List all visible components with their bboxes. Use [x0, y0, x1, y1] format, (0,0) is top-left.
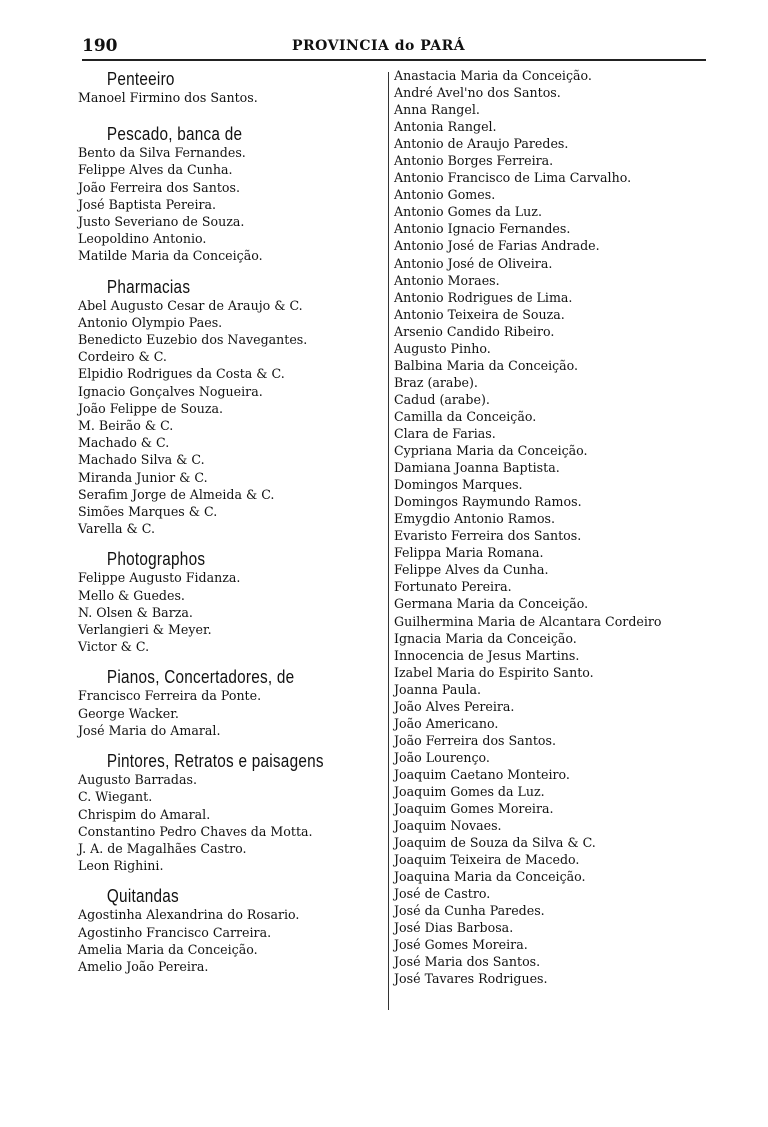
list-item: Abel Augusto Cesar de Araujo & C. [78, 298, 303, 314]
list-item: Chrispim do Amaral. [78, 807, 211, 823]
list-item: Augusto Barradas. [78, 773, 197, 789]
list-item: Joaquim Gomes Moreira. [394, 802, 554, 818]
list-item: João Americano. [394, 716, 499, 732]
list-item: Leopoldino Antonio. [78, 232, 207, 248]
list-item: Antonio Ignacio Fernandes. [394, 222, 571, 238]
list-item: C. Wiegant. [78, 790, 153, 806]
entry-list [78, 907, 384, 976]
list-item: Amelio João Pereira. [78, 959, 209, 975]
entry-list [78, 90, 384, 107]
list-item: Cadud (arabe). [394, 392, 490, 408]
list-item: José da Cunha Paredes. [394, 904, 545, 920]
list-item: José Maria do Amaral. [78, 723, 221, 739]
list-item: Agostinha Alexandrina do Rosario. [78, 908, 300, 924]
section-heading: Pharmacias [106, 276, 191, 297]
list-item: Antonia Rangel. [394, 120, 497, 136]
list-item: Joaquim Caetano Monteiro. [394, 767, 570, 783]
list-item: Augusto Pinho. [394, 341, 491, 357]
list-item: José Tavares Rodrigues. [394, 972, 548, 988]
list-item: Emygdio Antonio Ramos. [394, 512, 556, 528]
list-item: José Gomes Moreira. [394, 938, 528, 954]
list-item: Machado Silva & C. [78, 453, 205, 469]
column-divider [388, 72, 389, 1010]
entry-list [78, 298, 384, 539]
list-item: Simões Marques & C. [78, 505, 218, 521]
list-item: Clara de Farias. [394, 426, 496, 442]
list-item: Varella & C. [78, 522, 155, 538]
right-column [394, 68, 764, 989]
list-item: Agostinho Francisco Carreira. [78, 925, 272, 941]
list-item: Cypriana Maria da Conceição. [394, 444, 588, 460]
list-item: Domingos Marques. [394, 478, 523, 494]
list-item: Antonio José de Farias Andrade. [394, 239, 600, 255]
list-item: Braz (arabe). [394, 375, 478, 391]
list-item: José Maria dos Santos. [394, 955, 541, 971]
list-item: Antonio Olympio Paes. [78, 315, 223, 331]
list-item: Joaquina Maria da Conceição. [394, 870, 586, 886]
name-list [394, 68, 764, 989]
header-rule [82, 59, 706, 61]
list-item: Evaristo Ferreira dos Santos. [394, 529, 582, 545]
directory-section [78, 666, 384, 740]
list-item: Antonio Teixeira de Souza. [394, 307, 565, 323]
list-item: Fortunato Pereira. [394, 580, 512, 596]
list-item: Felippe Augusto Fidanza. [78, 571, 241, 587]
list-item: João Felippe de Souza. [78, 401, 224, 417]
directory-section [78, 548, 384, 656]
list-item: N. Olsen & Barza. [78, 605, 193, 621]
list-item: Amelia Maria da Conceição. [78, 942, 258, 958]
list-item: Balbina Maria da Conceição. [394, 358, 579, 374]
list-item: Guilhermina Maria de Alcantara Cordeiro [394, 614, 662, 630]
list-item: Antonio de Araujo Paredes. [394, 137, 569, 153]
list-item: Mello & Guedes. [78, 588, 185, 604]
list-item: Antonio Gomes da Luz. [394, 205, 542, 221]
list-item: Benedicto Euzebio dos Navegantes. [78, 333, 308, 349]
entry-list [78, 570, 384, 656]
list-item: José Dias Barbosa. [394, 921, 514, 937]
section-heading: Pescado, banca de [106, 124, 243, 145]
list-item: Bento da Silva Fernandes. [78, 146, 246, 162]
list-item: Antonio José de Oliveira. [394, 256, 553, 272]
list-item: Felippe Alves da Cunha. [78, 163, 233, 179]
list-item: Justo Severiano de Souza. [78, 215, 245, 231]
list-item: Machado & C. [78, 436, 170, 452]
entry-list [78, 688, 384, 740]
page-header [82, 36, 706, 60]
list-item: João Ferreira dos Santos. [394, 733, 556, 749]
list-item: Leon Righini. [78, 859, 164, 875]
section-heading: Pintores, Retratos e paisagens [106, 751, 324, 772]
list-item: Joaquim Gomes da Luz. [394, 784, 545, 800]
list-item: J. A. de Magalhães Castro. [78, 841, 247, 857]
directory-section [78, 276, 384, 539]
list-item: M. Beirão & C. [78, 419, 174, 435]
section-heading: Penteeiro [106, 69, 175, 89]
list-item: Felippe Alves da Cunha. [394, 563, 549, 579]
list-item: Antonio Rodrigues de Lima. [394, 290, 573, 306]
list-item: Verlangieri & Meyer. [78, 623, 212, 639]
list-item: Domingos Raymundo Ramos. [394, 495, 582, 511]
list-item: Ignacio Gonçalves Nogueira. [78, 384, 263, 400]
list-item: Joanna Paula. [394, 682, 482, 698]
list-item: Arsenio Candido Ribeiro. [394, 324, 555, 340]
list-item: Antonio Francisco de Lima Carvalho. [394, 171, 632, 187]
list-item: Damiana Joanna Baptista. [394, 461, 560, 477]
list-item: Antonio Gomes. [394, 188, 496, 204]
list-item: Felippa Maria Romana. [394, 546, 544, 562]
list-item: Joaquim Teixeira de Macedo. [394, 853, 580, 869]
list-item: Constantino Pedro Chaves da Motta. [78, 824, 313, 840]
list-item: André Avel'no dos Santos. [394, 86, 561, 102]
list-item: Serafim Jorge de Almeida & C. [78, 487, 275, 503]
list-item: Anastacia Maria da Conceição. [394, 69, 592, 84]
section-heading: Pianos, Concertadores, de [106, 667, 295, 688]
page-number: 190 [82, 36, 118, 56]
section-heading: Photographos [106, 549, 206, 570]
list-item: Antonio Borges Ferreira. [394, 154, 554, 170]
left-column [78, 68, 384, 986]
list-item: George Wacker. [78, 706, 179, 722]
list-item: José de Castro. [394, 887, 491, 903]
list-item: Joaquim Novaes. [394, 819, 502, 835]
list-item: Germana Maria da Conceição. [394, 597, 589, 613]
directory-section [78, 750, 384, 875]
directory-section [78, 123, 384, 265]
list-item: Ignacia Maria da Conceição. [394, 631, 577, 647]
directory-section [78, 885, 384, 976]
list-item: João Alves Pereira. [394, 699, 515, 715]
list-item: Innocencia de Jesus Martins. [394, 648, 580, 664]
directory-section [78, 68, 384, 107]
list-item: João Ferreira dos Santos. [78, 180, 240, 196]
running-title: PROVINCIA do PARÁ [292, 38, 466, 54]
list-item: João Lourenço. [394, 750, 490, 766]
list-item: Izabel Maria do Espirito Santo. [394, 665, 594, 681]
list-item: Matilde Maria da Conceição. [78, 249, 263, 265]
list-item: Victor & C. [78, 640, 150, 656]
list-item: Francisco Ferreira da Ponte. [78, 689, 262, 705]
entry-list [78, 772, 384, 875]
list-item: Anna Rangel. [394, 103, 480, 119]
list-item: Camilla da Conceição. [394, 409, 537, 425]
list-item: Manoel Firmino dos Santos. [78, 91, 258, 106]
list-item: Miranda Junior & C. [78, 470, 208, 486]
section-heading: Quitandas [106, 886, 179, 907]
list-item: José Baptista Pereira. [78, 197, 217, 213]
list-item: Elpidio Rodrigues da Costa & C. [78, 367, 285, 383]
list-item: Joaquim de Souza da Silva & C. [394, 836, 596, 852]
list-item: Antonio Moraes. [394, 273, 500, 289]
list-item: Cordeiro & C. [78, 350, 167, 366]
entry-list [78, 145, 384, 265]
